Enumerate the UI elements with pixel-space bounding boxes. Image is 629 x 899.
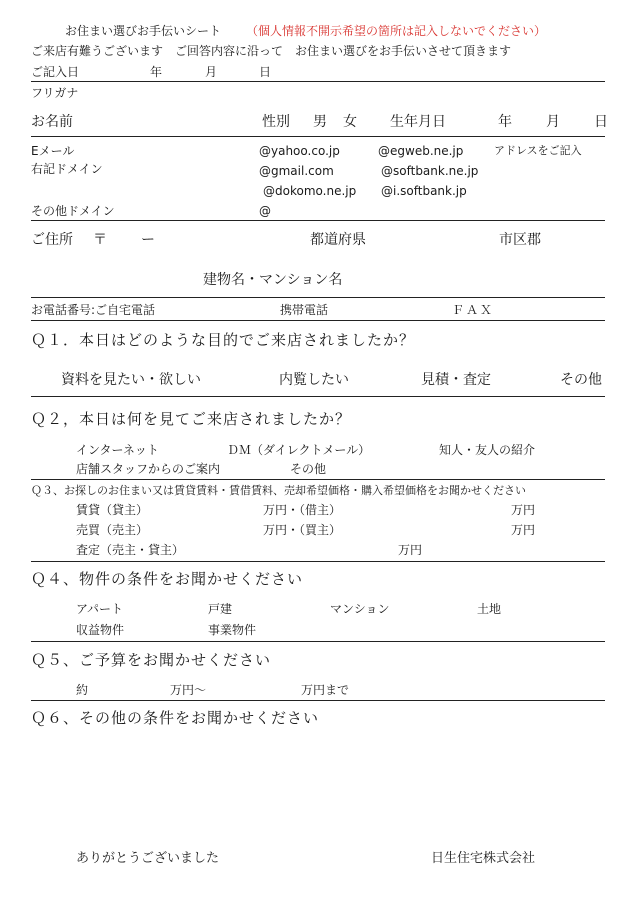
postal-mark: 〒 <box>93 232 107 248</box>
domain-i-softbank[interactable]: @i.softbank.jp <box>381 184 467 198</box>
q3-appraisal: 査定（売主・貸主） <box>76 543 185 557</box>
q4-option-income[interactable]: 収益物件 <box>76 623 125 637</box>
privacy-note: （個人情報不開示希望の箇所は記入しないでください） <box>246 24 547 38</box>
name-label: お名前 <box>31 114 73 130</box>
other-domain-label: その他ドメイン <box>31 204 115 218</box>
q2-option-staff[interactable]: 店舗スタッフからのご案内 <box>76 462 221 476</box>
right-domain-label: 右記ドメイン <box>31 162 103 176</box>
q4-line <box>31 641 605 642</box>
entry-date-month: 月 <box>205 65 218 79</box>
q5-to: 万円まで <box>301 683 350 697</box>
q1-option-viewing[interactable]: 内覧したい <box>279 372 349 388</box>
q4-option-apartment[interactable]: アパート <box>76 602 124 616</box>
domain-egweb[interactable]: @egweb.ne.jp <box>378 144 464 158</box>
fax-label: ＦＡＸ <box>452 303 495 317</box>
q2-line <box>31 479 605 480</box>
q3-question: Ｑ３、お探しのお住まい又は賃貸賃料・賃借賃料、売却希望価格・購入希望価格をお聞かせください <box>31 484 526 497</box>
q4-question: Ｑ４、物件の条件をお聞かせください <box>31 570 304 588</box>
furigana-label: フリガナ <box>31 86 79 100</box>
q3-appraisal-man-yen: 万円 <box>398 543 423 557</box>
q5-from: 万円～ <box>170 683 207 697</box>
q5-line <box>31 700 605 701</box>
city-label: 市区郡 <box>499 232 541 248</box>
q3-lessee-man-yen: 万円 <box>511 503 536 517</box>
q3-line <box>31 561 605 562</box>
sheet-title: お住まい選びお手伝いシート <box>65 24 222 38</box>
postal-dash: ー <box>141 232 155 248</box>
q3-rent-lessor: 賃貸（貸主） <box>76 503 149 517</box>
birth-year: 年 <box>498 114 512 130</box>
domain-yahoo[interactable]: @yahoo.co.jp <box>259 144 340 158</box>
gender-male[interactable]: 男 <box>313 114 327 130</box>
q2-option-internet[interactable]: インターネット <box>76 443 159 457</box>
address-line <box>31 297 605 298</box>
mobile-phone-label: 携帯電話 <box>280 303 329 317</box>
birth-day: 日 <box>594 114 608 130</box>
q2-option-other[interactable]: その他 <box>290 462 327 476</box>
home-phone-label: お電話番号:ご自宅電話 <box>31 303 156 317</box>
q3-sale-seller: 売買（売主） <box>76 523 149 537</box>
other-domain-at: @ <box>259 204 271 218</box>
domain-dokomo[interactable]: @dokomo.ne.jp <box>263 184 357 198</box>
q4-option-business[interactable]: 事業物件 <box>208 623 257 637</box>
birthdate-label: 生年月日 <box>390 114 446 130</box>
domain-gmail[interactable]: @gmail.com <box>259 164 334 178</box>
phone-line <box>31 320 605 321</box>
q4-option-mansion[interactable]: マンション <box>330 602 390 616</box>
entry-date-day: 日 <box>259 65 272 79</box>
q5-approx: 約 <box>76 683 89 697</box>
email-label: Eメール <box>31 144 75 158</box>
q3-buyer-label: 万円・（買主） <box>263 523 342 537</box>
q2-option-referral[interactable]: 知人・友人の紹介 <box>439 443 536 457</box>
q6-question: Ｑ６、その他の条件をお聞かせください <box>31 709 320 727</box>
company-name: 日生住宅株式会社 <box>431 851 536 866</box>
entry-date-year: 年 <box>150 65 163 79</box>
q1-option-estimate[interactable]: 見積・査定 <box>421 372 491 388</box>
name-line <box>31 136 605 137</box>
q1-question: Ｑ１．本日はどのような目的でご来店されましたか？ <box>31 331 416 349</box>
entry-date-line <box>31 81 605 82</box>
q2-option-dm[interactable]: ＤＭ（ダイレクトメール） <box>227 443 371 457</box>
thanks-text: ありがとうございました <box>76 851 220 866</box>
q3-lessee-label: 万円・（借主） <box>263 503 342 517</box>
q1-line <box>31 396 605 397</box>
building-label: 建物名・マンション名 <box>203 272 343 288</box>
gender-label: 性別 <box>262 114 290 130</box>
q5-question: Ｑ５、ご予算をお聞かせください <box>31 651 272 669</box>
email-line <box>31 220 605 221</box>
gender-female[interactable]: 女 <box>343 114 357 130</box>
greeting-text: ご来店有難うございます ご回答内容に沿って お住まい選びをお手伝いさせて頂きます <box>31 44 512 58</box>
q1-option-materials[interactable]: 資料を見たい・欲しい <box>61 372 201 388</box>
q2-question: Ｑ２，本日は何を見てご来店されましたか？ <box>31 410 352 428</box>
domain-softbank[interactable]: @softbank.ne.jp <box>381 164 479 178</box>
entry-date-label: ご記入日 <box>31 65 80 79</box>
q1-option-other[interactable]: その他 <box>560 372 602 388</box>
q4-option-house[interactable]: 戸建 <box>208 602 233 616</box>
address-entry-note: アドレスをご記入 <box>494 144 582 157</box>
q3-buyer-man-yen: 万円 <box>511 523 536 537</box>
prefecture-label: 都道府県 <box>310 232 366 248</box>
q4-option-land[interactable]: 土地 <box>477 602 502 616</box>
address-label: ご住所 <box>31 232 73 248</box>
birth-month: 月 <box>546 114 560 130</box>
